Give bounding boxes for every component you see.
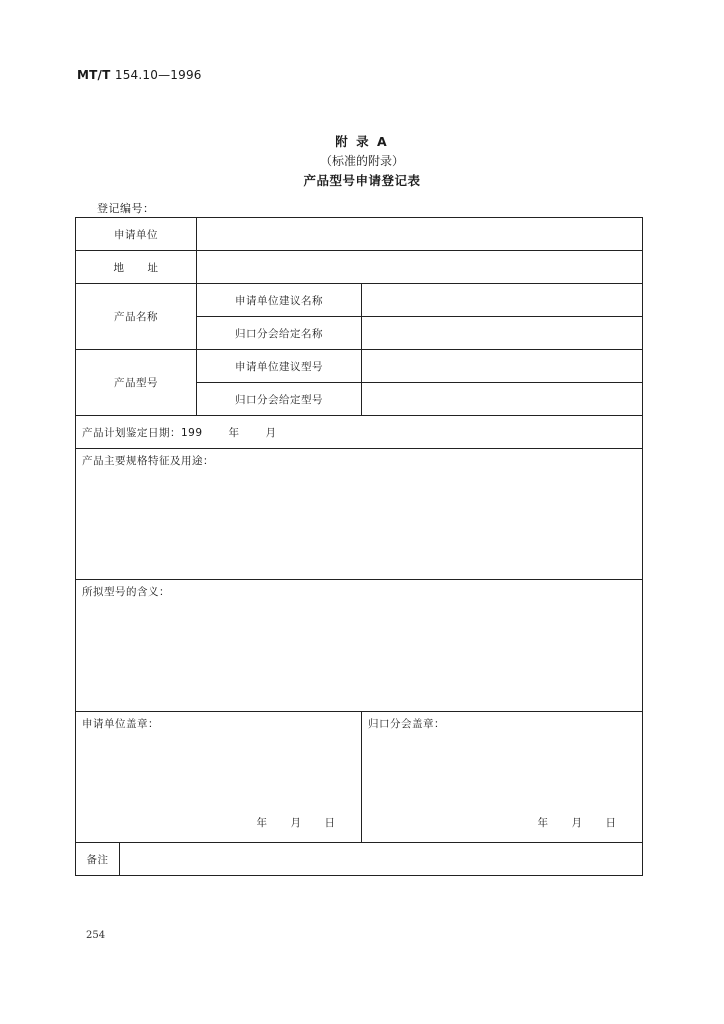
registration-form-table: [75, 217, 643, 876]
appendix-title: 附 录 A: [335, 134, 389, 149]
suggested-model-label: 申请单位建议型号: [197, 350, 362, 383]
applicant-unit-field[interactable]: [197, 218, 643, 251]
address-label: 地 址: [76, 251, 197, 284]
planned-month-label: 月: [265, 426, 277, 439]
planned-year-label: 年: [228, 426, 240, 439]
branch-seal-label: 归口分会盖章：: [368, 718, 445, 730]
suggested-model-field[interactable]: [362, 350, 643, 383]
planned-date-label: 产品计划鉴定日期：199: [82, 426, 203, 439]
product-model-label: 产品型号: [76, 350, 197, 416]
page-number: 254: [86, 930, 106, 941]
product-name-label: 产品名称: [76, 284, 197, 350]
assigned-name-field[interactable]: [362, 317, 643, 350]
applicant-unit-label: 申请单位: [76, 218, 197, 251]
assigned-model-label: 归口分会给定型号: [197, 383, 362, 416]
appendix-subtitle: （标准的附录）: [319, 154, 404, 168]
specs-field[interactable]: [76, 449, 643, 580]
address-field[interactable]: [197, 251, 643, 284]
applicant-seal-date: 年 月 日: [256, 817, 336, 829]
assigned-model-field[interactable]: [362, 383, 643, 416]
registration-number-label: 登记编号：: [97, 202, 155, 215]
standard-number: 154.10—1996: [114, 68, 202, 82]
branch-seal-cell[interactable]: [362, 712, 643, 843]
form-title: 产品型号申请登记表: [303, 173, 421, 188]
remarks-field[interactable]: [120, 843, 643, 876]
applicant-seal-cell[interactable]: [76, 712, 362, 843]
branch-seal-date: 年 月 日: [537, 817, 617, 829]
standard-code: MT/T 154.10—1996: [77, 68, 202, 82]
model-meaning-label: 所拟型号的含义：: [82, 586, 170, 598]
assigned-name-label: 归口分会给定名称: [197, 317, 362, 350]
suggested-name-label: 申请单位建议名称: [197, 284, 362, 317]
applicant-seal-label: 申请单位盖章：: [82, 718, 159, 730]
remarks-label: 备注: [76, 843, 120, 876]
model-meaning-field[interactable]: [76, 580, 643, 712]
planned-date-row[interactable]: [76, 416, 643, 449]
specs-label: 产品主要规格特征及用途：: [82, 455, 214, 467]
suggested-name-field[interactable]: [362, 284, 643, 317]
